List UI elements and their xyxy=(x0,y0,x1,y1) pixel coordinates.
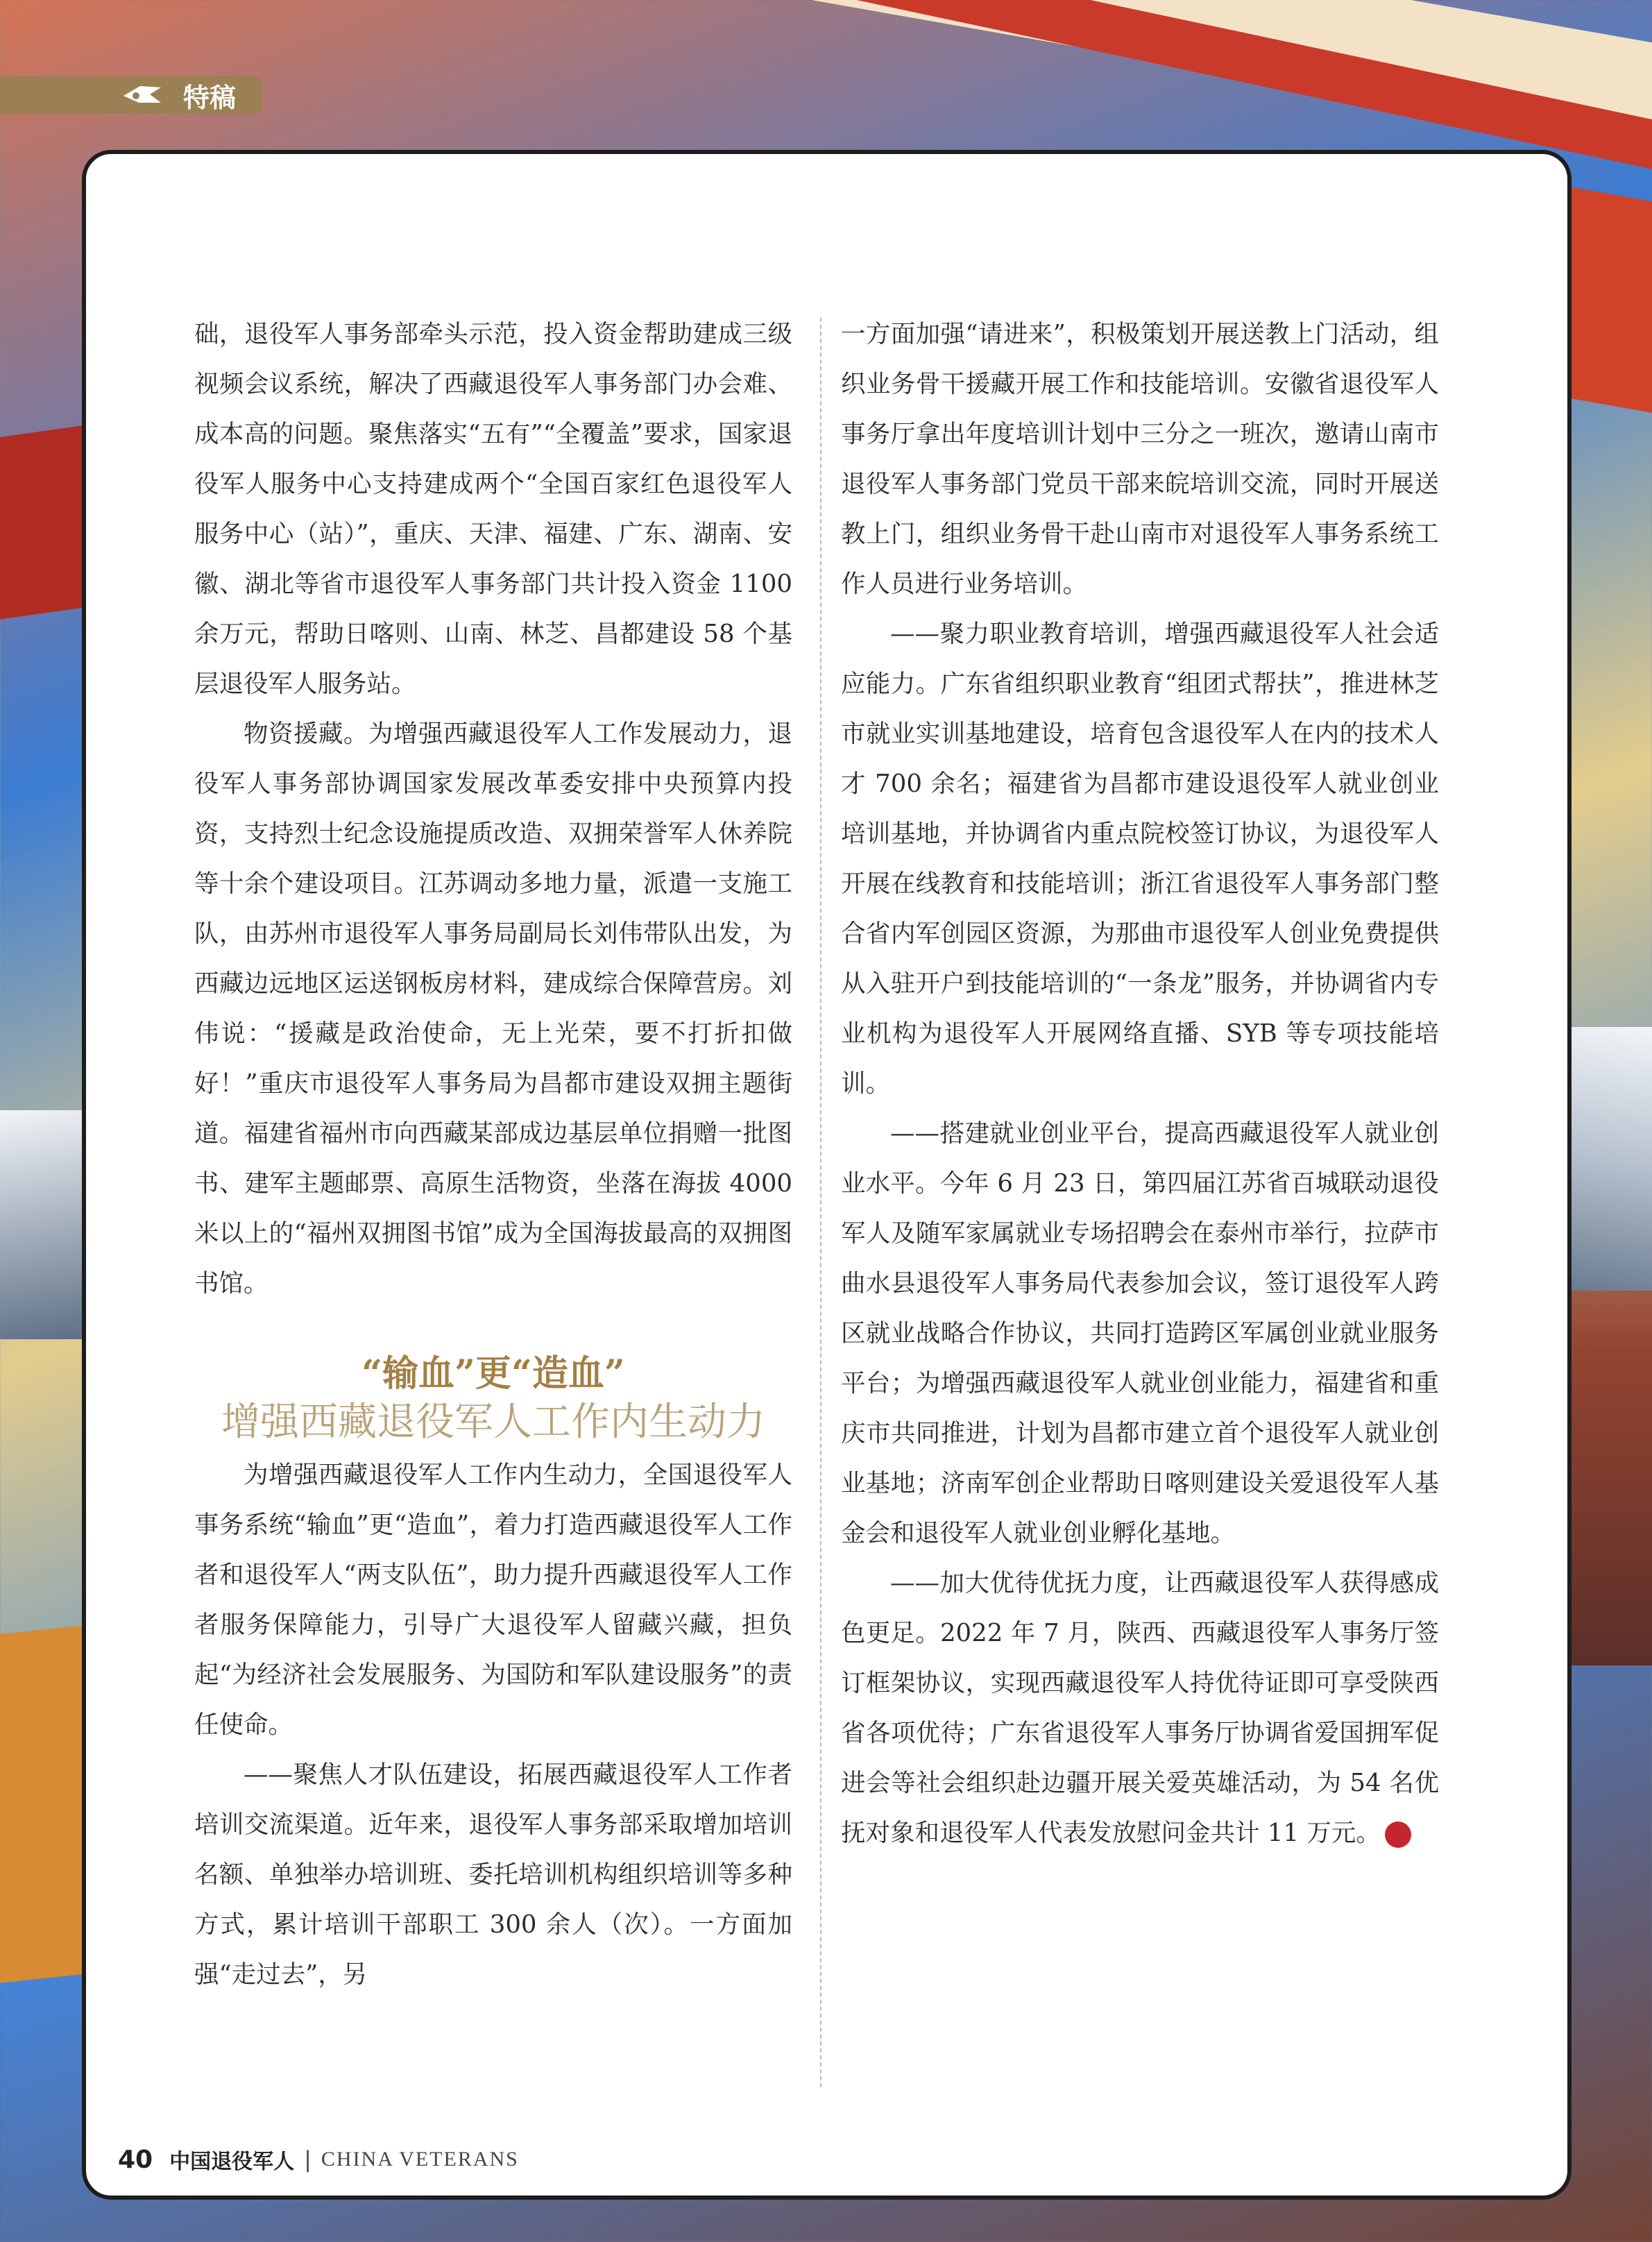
subheading-line1: “输血”更“造血” xyxy=(361,1352,625,1395)
magazine-logo-icon xyxy=(122,82,162,108)
right-column xyxy=(841,309,1448,1858)
section-label: 特稿 xyxy=(183,82,237,113)
paragraph: 物资援藏。为增强西藏退役军人工作发展动力，退役军人事务部协调国家发展改革委安排中央预算内投资，支持烈士纪念设施提质改造、双拥荣誉军人休养院等十余个建设项目。江苏调动多地力量，派遣一支施工队，由苏州市退役军人事务局副局长刘伟带队出发，为西藏边远地区运送钢板房材料，建成综合保障营房。刘伟说：“援藏是政治使命，无上光荣，要不打折扣做好！”重庆市退役军人事务局为昌都市建设双拥主题街道。福建省福州市向西藏某部成边基层单位捐赠一批图书、建军主题邮票、高原生活物资，坐落在海拔 4000 米以上的“福州双拥图书馆”成为全国海拔最高的双拥图书馆。 xyxy=(194,720,792,1298)
page-number: 40 xyxy=(118,2145,153,2174)
background-snow-mountain xyxy=(1568,1027,1652,1291)
footer-separator: | xyxy=(304,2146,312,2173)
paragraph: 一方面加强“请进来”，积极策划开展送教上门活动，组织业务骨干援藏开展工作和技能培训。安徽省退役军人事务厅拿出年度培训计划中三分之一班次，邀请山南市退役军人事务部门党员干部来皖培训交流，同时开展送教上门，组织业务骨干赴山南市对退役军人事务系统工作人员进行业务培训。 xyxy=(841,320,1439,598)
paragraph: 础，退役军人事务部牵头示范，投入资金帮助建成三级视频会议系统，解决了西藏退役军人事务部门办会难、成本高的问题。聚焦落实“五有”“全覆盖”要求，国家退役军人服务中心支持建成两个“全国百家红色退役军人服务中心（站）”，重庆、天津、福建、广东、湖南、安徽、湖北等省市退役军人事务部门共计投入资金 1100 余万元，帮助日喀则、山南、林芝、昌都建设 58 个基层退役军人服务站。 xyxy=(194,320,792,698)
section-subheading xyxy=(194,1350,792,1447)
section-tag xyxy=(0,76,262,114)
paragraph xyxy=(841,1559,1448,1858)
magazine-name-en: CHINA VETERANS xyxy=(321,2148,519,2171)
article-card xyxy=(82,150,1572,2200)
column-divider xyxy=(820,318,821,2087)
magazine-name-cn: 中国退役军人 xyxy=(169,2150,295,2174)
page-footer xyxy=(118,2139,519,2180)
paragraph: ——聚焦人才队伍建设，拓展西藏退役军人工作者培训交流渠道。近年来，退役军人事务部采取增加培训名额、单独举办培训班、委托培训机构组织培训等多种方式，累计培训干部职工 300 余人（次）。一方面加强“走过去”，另 xyxy=(194,1760,792,1989)
end-mark-icon: V xyxy=(1385,1821,1411,1848)
last-paragraph-text: ——加大优待优抚力度，让西藏退役军人获得感成色更足。2022 年 7 月，陕西、西藏退役军人事务厅签订框架协议，实现西藏退役军人持优待证即可享受陕西省各项优待；广东省退役军人事务厅协调省爱国拥军促进会等社会组织赴边疆开展关爱英雄活动，为 54 名优抚对象和退役军人代表发放慰问金共计 11 万元。 xyxy=(841,1569,1439,1847)
paragraph: ——搭建就业创业平台，提高西藏退役军人就业创业水平。今年 6 月 23 日，第四届江苏省百城联动退役军人及随军家属就业专场招聘会在泰州市举行，拉萨市曲水县退役军人事务局代表参加会议，签订退役军人跨区就业战略合作协议，共同打造跨区军属创业就业服务平台；为增强西藏退役军人就业创业能力，福建省和重庆市共同推进，计划为昌都市建立首个退役军人就业创业基地；济南军创企业帮助日喀则建设关爱退役军人基金会和退役军人就业创业孵化基地。 xyxy=(841,1119,1439,1547)
left-column xyxy=(194,309,792,2000)
paragraph: ——聚力职业教育培训，增强西藏退役军人社会适应能力。广东省组织职业教育“组团式帮扶”，推进林芝市就业实训基地建设，培育包含退役军人在内的技术人才 700 余名；福建省为昌都市建设退役军人就业创业培训基地，并协调省内重点院校签订协议，为退役军人开展在线教育和技能培训；浙江省退役军人事务部门整合省内军创园区资源，为那曲市退役军人创业免费提供从入驻开户到技能培训的“一条龙”服务，并协调省内专业机构为退役军人开展网络直播、SYB 等专项技能培训。 xyxy=(841,620,1439,1098)
subheading-line2: 增强西藏退役军人工作内生动力 xyxy=(221,1400,765,1445)
paragraph: 为增强西藏退役军人工作内生动力，全国退役军人事务系统“输血”更“造血”，着力打造西藏退役军人工作者和退役军人“两支队伍”，助力提升西藏退役军人工作者服务保障能力，引导广大退役军人留藏兴藏，担负起“为经济社会发展服务、为国防和军队建设服务”的责任使命。 xyxy=(194,1461,792,1739)
